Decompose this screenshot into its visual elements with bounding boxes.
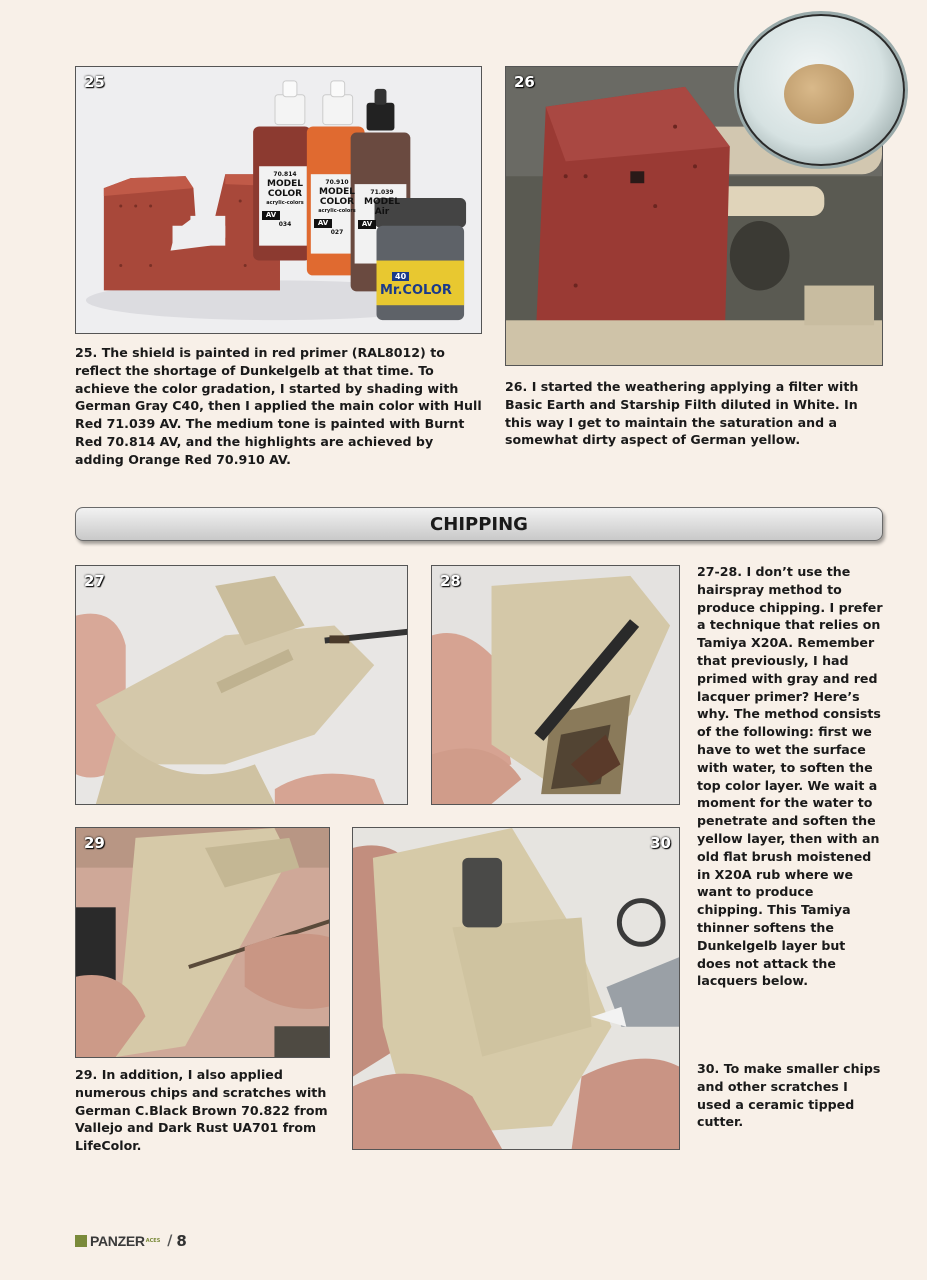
- caption-29: 29. In addition, I also applied numerous chips and scratches with German C.Black Brown 70.822 from Vallejo and Dark Rust UA701 from LifeColor.: [75, 1067, 328, 1154]
- bottle-label-3: [358, 188, 406, 229]
- bottle-av: AV: [314, 219, 332, 228]
- bottle-av: AV: [358, 220, 376, 229]
- caption-27-28: 27-28. I don’t use the hairspray method to produce chipping. I prefer a technique that relies on Tamiya X20A. Remember that previously, I had primed with gray and red lacquer primer? Here’s why. The method consists of the following: first we have to wet the surface with water, to soften the top color layer. We wait a moment for the water to penetrate and soften the yellow layer, then with an old flat brush moistened in X20A rub where we want to produce chipping. This Tamiya thinner softens the Dunkelgelb layer but does not attack the lacquers below.: [697, 564, 883, 989]
- jar-brand: Mr.COLOR: [380, 283, 452, 298]
- footer-brand: PANZER: [90, 1233, 145, 1249]
- bottle-code: 70.910: [325, 179, 349, 186]
- bottle-sub: acrylic-colors: [266, 200, 304, 206]
- photo-number: 29: [84, 834, 105, 852]
- jar-label: [380, 264, 464, 299]
- caption-25: 25. The shield is painted in red primer (RAL8012) to reflect the shortage of Dunkelgelb at that time. To achieve the color gradation, I started by shading with German Gray C40, then I applied the main color with Hull Red 71.039 AV. The medium tone is painted with Burnt Red 70.814 AV, and the highlights are achieved by adding Orange Red 70.910 AV.: [75, 345, 482, 467]
- brush-chipping-closeup-illustration: [432, 566, 679, 804]
- page-number: 8: [176, 1232, 187, 1250]
- photo-number: 27: [84, 572, 105, 590]
- bottle-brand: MODEL Air: [364, 197, 400, 217]
- jar-num: 40: [392, 272, 409, 281]
- footer-separator: /: [167, 1233, 173, 1249]
- footer-brand-sub: ACES: [145, 1238, 161, 1244]
- paint-filter-sample: [784, 64, 854, 124]
- section-title-chipping: CHIPPING: [75, 507, 883, 541]
- page-footer: [75, 1231, 187, 1251]
- bottle-label-1: [262, 170, 308, 229]
- bottle-num: 034: [278, 221, 292, 228]
- photo-29: [75, 827, 330, 1058]
- brush-chipping-illustration: [76, 566, 407, 804]
- bottle-brand: MODEL COLOR: [319, 187, 355, 207]
- bottle-brand: MODEL COLOR: [267, 179, 303, 199]
- bottle-num: 027: [330, 229, 344, 236]
- caption-30: 30. To make smaller chips and other scratches I used a ceramic tipped cutter.: [697, 1061, 881, 1130]
- bottle-code: 71.039: [370, 189, 394, 196]
- photo-number: 28: [440, 572, 461, 590]
- bottle-av: AV: [262, 211, 280, 220]
- bottle-code: 70.814: [273, 171, 297, 178]
- bottle-sub: acrylic-colors: [318, 208, 356, 214]
- photo-number: 30: [650, 834, 671, 852]
- paint-dish-inset: [737, 14, 905, 166]
- brand-square-icon: [75, 1235, 87, 1247]
- photo-number: 25: [84, 73, 105, 91]
- photo-27: [75, 565, 408, 805]
- photo-30: [352, 827, 680, 1150]
- fine-brush-scratches-illustration: [76, 828, 329, 1057]
- photo-25: [75, 66, 482, 334]
- bottle-label-2: [314, 178, 360, 237]
- photo-number: 26: [514, 73, 535, 91]
- photo-28: [431, 565, 680, 805]
- caption-26: 26. I started the weathering applying a filter with Basic Earth and Starship Filth diluted in White. In this way I get to maintain the saturation and a somewhat dirty aspect of German yellow.: [505, 379, 859, 448]
- ceramic-cutter-illustration: [353, 828, 679, 1149]
